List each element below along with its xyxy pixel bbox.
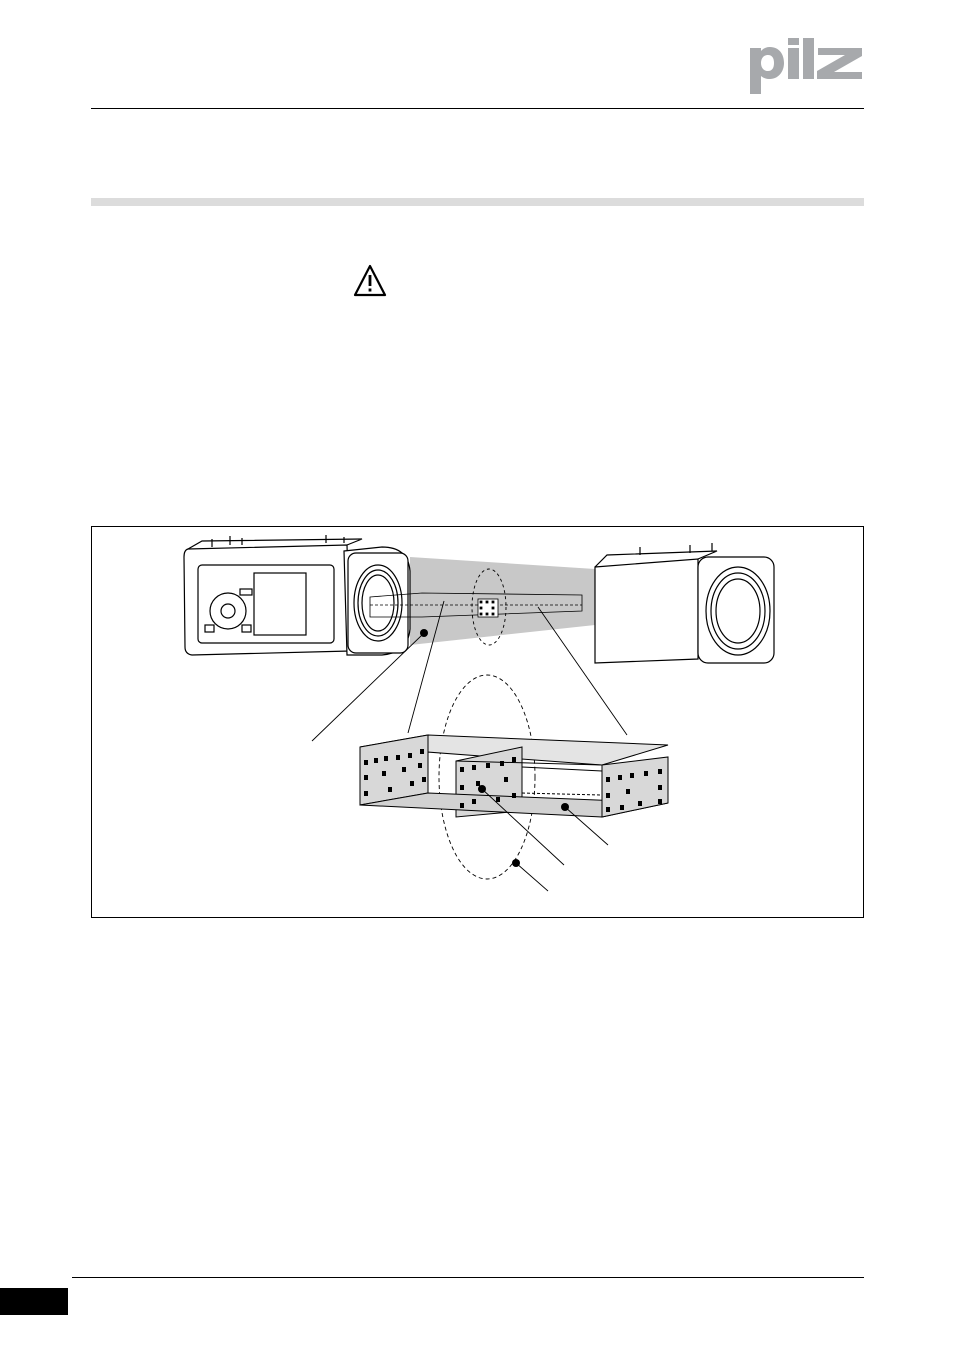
beam-detail-marker [478, 599, 498, 617]
light-beam [410, 557, 595, 645]
figure-frame [91, 526, 864, 918]
page-number-tab [0, 1288, 68, 1315]
footer-rule [72, 1277, 864, 1278]
section-bar [91, 198, 864, 206]
warning-triangle-icon [353, 264, 387, 298]
left-camera [184, 535, 410, 655]
header-rule [91, 108, 864, 109]
right-camera [595, 543, 774, 663]
camera-system-illustration [92, 527, 863, 917]
pilz-logo [748, 38, 866, 96]
